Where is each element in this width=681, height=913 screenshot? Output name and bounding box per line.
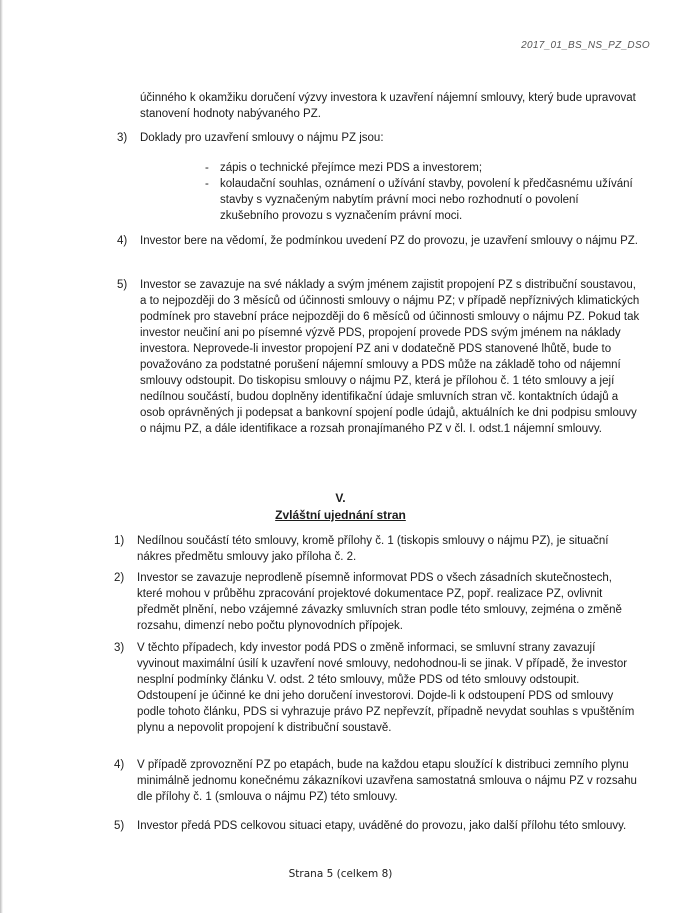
item-text: Investor předá PDS celkovou situaci etapy, uváděné do provozu, jako další přílohu této smlouvy.	[137, 820, 627, 832]
bullet-dash: -	[205, 162, 209, 174]
item-number: 5)	[117, 279, 128, 291]
item-text: V těchto případech, kdy investor podá PDS o změně informaci, se smluvní strany zavazují vyvinout maximální úsilí k uzavření nové smlouvy, nedohodnou-li se jinak. V případě, že investor nesplní podmínky článku V. odst. 2 této smlouvy, může PDS od této smlouvy odstoupit. Odstoupení je účinné ke dni jeho doručení investorovi. Dojde-li k odstoupení PDS od smlouvy podle tohoto článku, PDS si vyhrazuje právo PZ nepřevzít, případně nevydat souhlas s vpuštěním plynu a nepovolit propojení k distribuční soustavě.	[137, 642, 635, 734]
bullet-dash: -	[205, 178, 209, 190]
scan-edge-shadow	[0, 0, 3, 913]
item-number: 3)	[114, 642, 125, 654]
item-number: 5)	[114, 820, 125, 832]
page-number: Strana 5 (celkem 8)	[288, 868, 393, 880]
item-number: 1)	[114, 535, 125, 547]
item-text: Investor se zavazuje na své náklady a svým jménem zajistit propojení PZ s distribuční soustavou, a to nejpozději do 3 měsíců od účinnosti smlouvy o nájmu PZ; v případě nepříznivých klimatických podmínek pro stavební práce nejpozději do 6 měsíců od účinnosti smlouvy o nájmu PZ. Pokud tak investor neučiní ani po písemné výzvě PDS, propojení provede PDS svým jménem na náklady investora. Neprovede-li investor propojení PZ ani v dodatečně PDS stanovené lhůtě, bude to považováno za podstatné porušení nájemní smlouvy a PDS může na základě toho od nájemní smlouvy odstoupit. Do tiskopisu smlouvy o nájmu PZ, která je přílohou č. 1 této smlouvy a její nedílnou součástí, budou doplněny identifikační údaje smluvních stran vč. kontaktních údajů a osob oprávněných ji podepsat a bankovní spojení podle údajů, aktuálních ke dni podpisu smlouvy o nájmu PZ, a dále identifikace a rozsah pronajímaného PZ v čl. I. odst.1 nájemní smlouvy.	[140, 279, 640, 435]
item-number: 4)	[117, 235, 128, 247]
bullet-text: zápis o technické přejímce mezi PDS a investorem;	[220, 162, 483, 174]
section-title: Zvláštní ujednání stran	[275, 508, 406, 522]
item-text: Investor se zavazuje neprodleně písemně informovat PDS o všech zásadních skutečnostech, které mohou v průběhu zpracování projektové dokumentace PZ, popř. realizace PZ, ovlivnit předmět plnění, nebo vzájemné závazky smluvních stran podle této smlouvy, zejména o změně rozsahu, dimenzí nebo počtu plynovodních přípojek.	[137, 572, 622, 632]
bullet-text: kolaudační souhlas, oznámení o užívání stavby, povolení k předčasnému užívání stavby s vyznačeným nabytím právní moci nebo rozhodnutí o povolení zkušebního provozu s vyznačením právní moci.	[220, 178, 633, 222]
item-text: Nedílnou součástí této smlouvy, kromě přílohy č. 1 (tiskopis smlouvy o nájmu PZ), je situační nákres předmětu smlouvy jako příloha č. 2.	[137, 535, 609, 563]
document-reference: 2017_01_BS_NS_PZ_DSO	[521, 40, 650, 51]
item-number: 3)	[117, 132, 128, 144]
item-number: 4)	[114, 759, 125, 771]
item-text: Investor bere na vědomí, že podmínkou uvedení PZ do provozu, je uzavření smlouvy o nájmu PZ.	[140, 235, 638, 247]
item-text: V případě zprovoznění PZ po etapách, bude na každou etapu sloužící k distribuci zemního plynu minimálně jednomu konečnému zákazníkovi uzavřena samostatná smlouva o nájmu PZ v rozsahu dle přílohy č. 1 (smlouva o nájmu PZ) této smlouvy.	[137, 759, 637, 803]
section-number: V.	[335, 491, 346, 505]
item-number: 2)	[114, 572, 125, 584]
item-text: Doklady pro uzavření smlouvy o nájmu PZ jsou:	[140, 132, 384, 144]
intro-paragraph: účinného k okamžiku doručení výzvy investora k uzavření nájemní smlouvy, který bude upravovat stanovení hodnoty nabývaného PZ.	[140, 92, 636, 120]
